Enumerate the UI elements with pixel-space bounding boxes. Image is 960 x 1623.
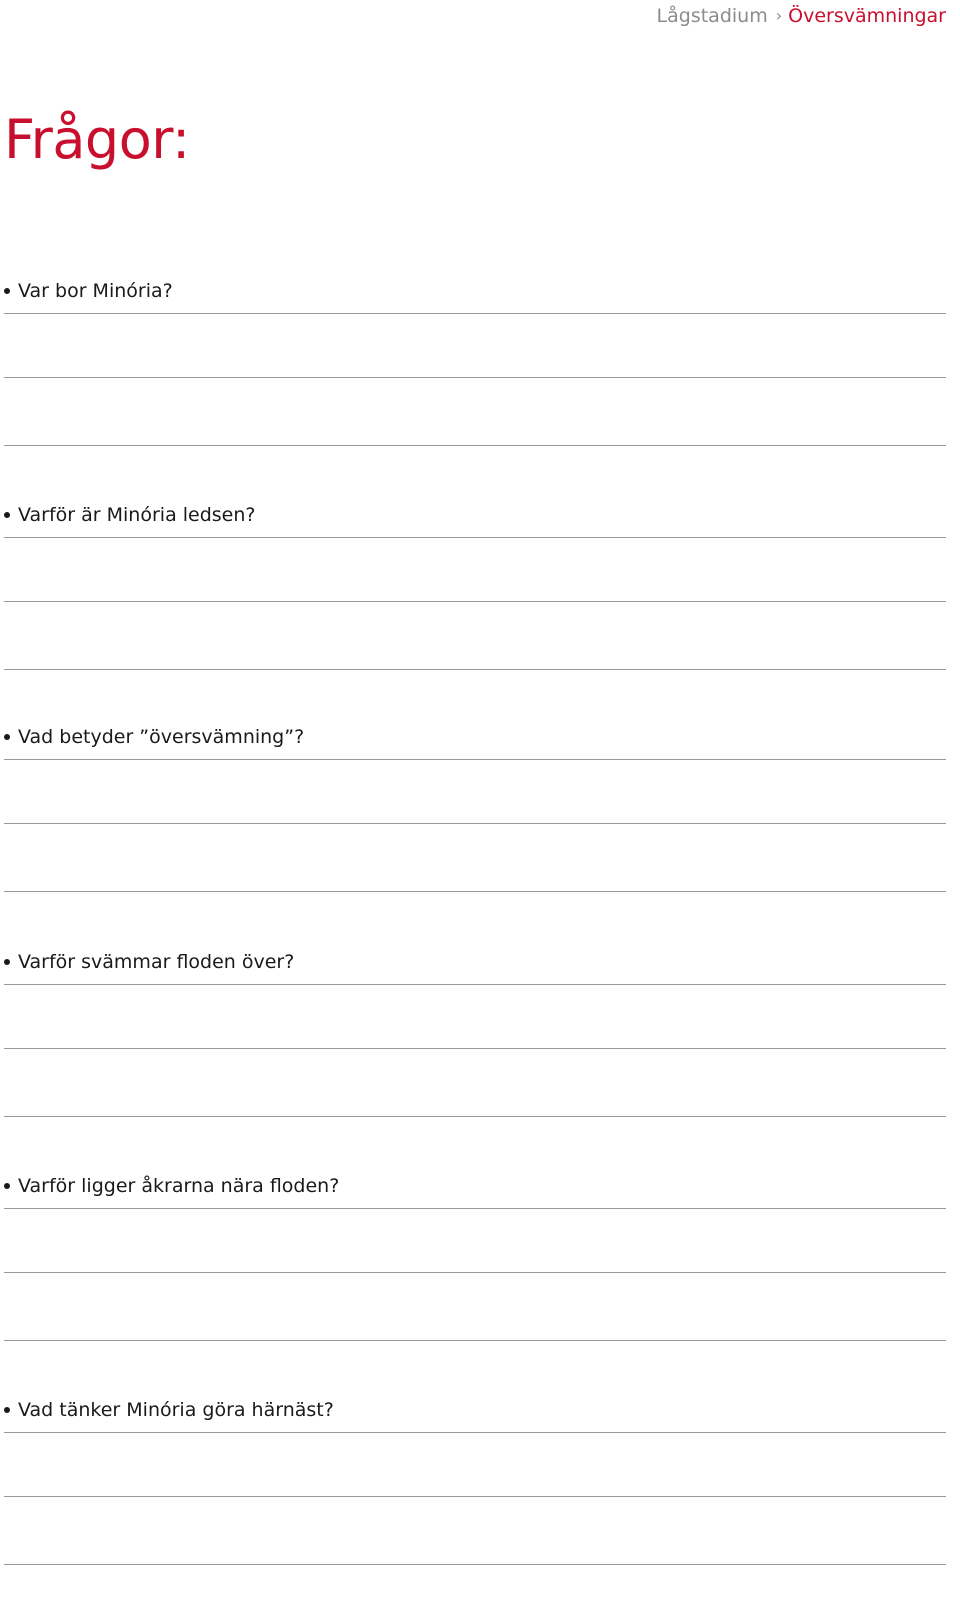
bullet-icon [4,1183,10,1189]
answer-line[interactable] [4,313,946,314]
answer-line[interactable] [4,1496,946,1497]
breadcrumb-current: Översvämningar [788,5,946,27]
question-label [4,1174,339,1198]
question-text: Varför svämmar floden över? [18,951,295,973]
answer-line[interactable] [4,601,946,602]
answer-line[interactable] [4,1340,946,1341]
answer-line[interactable] [4,1432,946,1433]
question-block [4,279,946,504]
breadcrumb-parent[interactable]: Lågstadium [656,5,768,27]
answer-line[interactable] [4,1272,946,1273]
answer-line[interactable] [4,823,946,824]
question-label [4,279,173,303]
answer-line[interactable] [4,1564,946,1565]
question-block [4,1398,946,1623]
answer-line[interactable] [4,759,946,760]
question-label [4,725,304,749]
answer-line[interactable] [4,669,946,670]
question-block [4,1174,946,1399]
question-label [4,950,294,974]
question-text: Varför är Minória ledsen? [18,504,256,526]
question-block [4,503,946,728]
answer-line[interactable] [4,984,946,985]
answer-line[interactable] [4,445,946,446]
bullet-icon [4,288,10,294]
answer-line[interactable] [4,377,946,378]
question-text: Vad betyder ”översvämning”? [18,726,305,748]
question-label [4,503,256,527]
answer-line[interactable] [4,891,946,892]
bullet-icon [4,1407,10,1413]
question-text: Var bor Minória? [18,280,173,302]
bullet-icon [4,959,10,965]
question-label [4,1398,334,1422]
answer-line[interactable] [4,1208,946,1209]
breadcrumb [657,4,946,29]
question-text: Vad tänker Minória göra härnäst? [18,1399,334,1421]
bullet-icon [4,512,10,518]
question-block [4,950,946,1175]
question-block [4,725,946,950]
page-title: Frågor: [4,108,190,171]
question-text: Varför ligger åkrarna nära floden? [18,1175,340,1197]
answer-line[interactable] [4,1116,946,1117]
chevron-right-icon: › [775,6,783,25]
answer-line[interactable] [4,537,946,538]
bullet-icon [4,734,10,740]
answer-line[interactable] [4,1048,946,1049]
